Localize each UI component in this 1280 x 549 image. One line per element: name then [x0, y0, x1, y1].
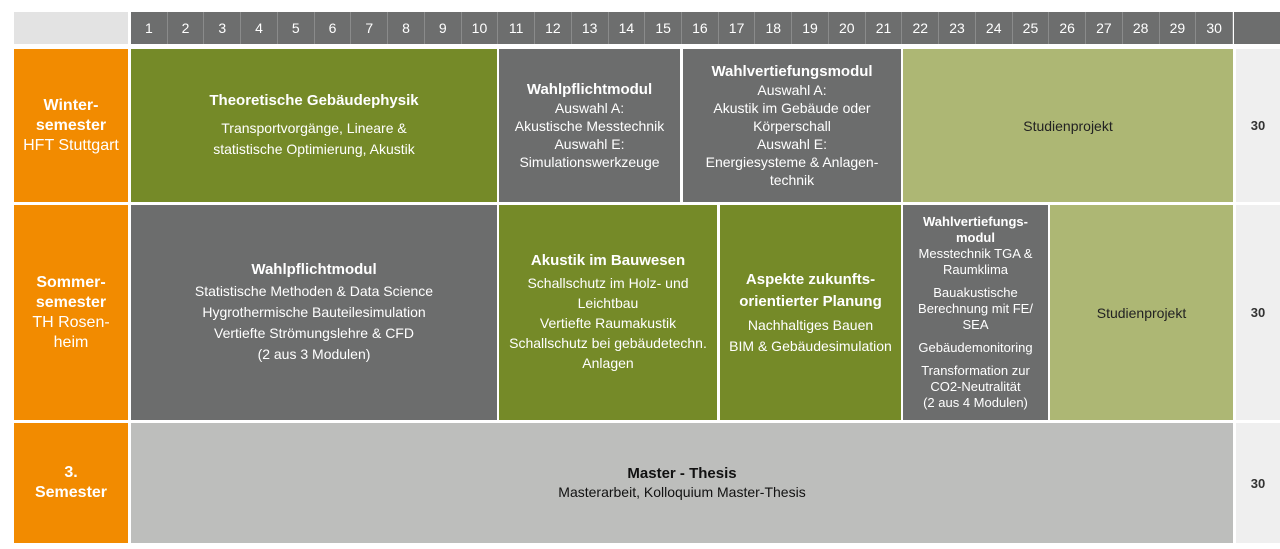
column-header-cell: 18	[755, 12, 792, 44]
module-title: Wahlpflichtmodul	[251, 260, 377, 278]
module-title: Akustik im Bauwesen	[530, 252, 686, 269]
module-item: Gebäudemonitoring	[918, 340, 1033, 355]
column-header-cell: 5	[278, 12, 315, 44]
column-header-cell: 17	[719, 12, 756, 44]
module-studienprojekt-winter	[903, 49, 1233, 202]
column-header-cell: 22	[902, 12, 939, 44]
column-header-cell: 3	[204, 12, 241, 44]
module-wahlvertiefungsmodul-summer	[903, 205, 1048, 420]
header-corner	[14, 12, 128, 44]
semester-title: Winter- semester	[35, 96, 107, 134]
column-header-cell: 21	[866, 12, 903, 44]
semester-label-winter	[14, 49, 128, 202]
semester-title: Sommer- semester	[35, 273, 107, 311]
column-header-cell: 23	[939, 12, 976, 44]
column-header-cell: 11	[498, 12, 535, 44]
column-header-cell: 20	[829, 12, 866, 44]
column-header-cell: 14	[609, 12, 646, 44]
column-header-cell: 15	[645, 12, 682, 44]
column-header-cell: 29	[1160, 12, 1197, 44]
semester-location: HFT Stuttgart	[23, 136, 119, 154]
column-header-cell: 25	[1013, 12, 1050, 44]
column-header-cell: 30	[1196, 12, 1233, 44]
header-credits-cell	[1234, 12, 1280, 44]
module-description: Auswahl A: Akustik im Gebäude oder Körperschall Auswahl E: Energiesysteme & Anlagen- technik	[705, 81, 879, 188]
column-header-cell: 19	[792, 12, 829, 44]
column-header-cell: 6	[315, 12, 352, 44]
module-description: Auswahl A: Akustische Messtechnik Auswahl E: Simulationswerkzeuge	[514, 99, 665, 170]
module-item: Transformation zur CO2-Neutralität (2 aus 4 Modulen)	[921, 363, 1030, 410]
module-wahlvertiefungsmodul-winter	[683, 49, 901, 202]
module-description: Schallschutz im Holz- und Leichtbau Vertiefte Raumakustik Schallschutz bei gebäudetechn. Anlagen	[509, 275, 707, 371]
column-header-cell: 24	[976, 12, 1013, 44]
column-header-cell: 2	[168, 12, 205, 44]
module-description: Nachhaltiges Bauen BIM & Gebäudesimulation	[729, 316, 892, 354]
module-title: Theoretische Gebäudephysik	[209, 91, 419, 109]
module-wahlpflichtmodul-winter	[499, 49, 680, 202]
module-title: Wahlpflichtmodul	[526, 80, 653, 98]
module-akustik-im-bauwesen	[499, 205, 717, 420]
semester-title: 3. Semester	[34, 464, 108, 501]
module-description: Studienprojekt	[1023, 117, 1113, 134]
column-header-cell: 12	[535, 12, 572, 44]
module-description: Studienprojekt	[1096, 304, 1187, 321]
module-description: Masterarbeit, Kolloquium Master-Thesis	[558, 484, 806, 500]
module-title: Aspekte zukunfts- orientierter Planung	[739, 270, 882, 310]
semester-label-third	[14, 423, 128, 543]
module-wahlpflichtmodul-summer	[131, 205, 497, 420]
module-title: Master - Thesis	[627, 465, 737, 482]
column-header-cell: 4	[241, 12, 278, 44]
credits-third: 30	[1236, 423, 1280, 543]
column-header-cell: 9	[425, 12, 462, 44]
module-item: Bauakustische Berechnung mit FE/ SEA	[918, 285, 1033, 332]
column-header-cell: 13	[572, 12, 609, 44]
module-description: Transportvorgänge, Lineare & statistische Optimierung, Akustik	[213, 119, 415, 157]
module-master-thesis	[131, 423, 1233, 543]
module-description: Statistische Methoden & Data Science Hygrothermische Bauteilesimulation Vertiefte Strömungslehre & CFD (2 aus 3 Modulen)	[194, 282, 434, 362]
module-title: Wahlvertiefungsmodul	[711, 62, 873, 80]
semester-label-summer	[14, 205, 128, 420]
credits-summer: 30	[1236, 205, 1280, 420]
module-theoretische-gebaeudephysik	[131, 49, 497, 202]
column-header-cell: 28	[1123, 12, 1160, 44]
module-item: Messtechnik TGA & Raumklima	[918, 246, 1033, 277]
module-studienprojekt-summer	[1050, 205, 1233, 420]
module-aspekte-zukunftsorientierter-planung	[720, 205, 901, 420]
column-header-cell: 27	[1086, 12, 1123, 44]
column-header-cell: 8	[388, 12, 425, 44]
module-title: Wahlvertiefungs- modul	[923, 214, 1028, 245]
semester-location: TH Rosen- heim	[32, 313, 110, 351]
column-header-cell: 10	[462, 12, 499, 44]
column-header-cell: 26	[1049, 12, 1086, 44]
column-header-cell: 1	[131, 12, 168, 44]
column-header-cell: 7	[351, 12, 388, 44]
credits-winter: 30	[1236, 49, 1280, 202]
column-header-cell: 16	[682, 12, 719, 44]
